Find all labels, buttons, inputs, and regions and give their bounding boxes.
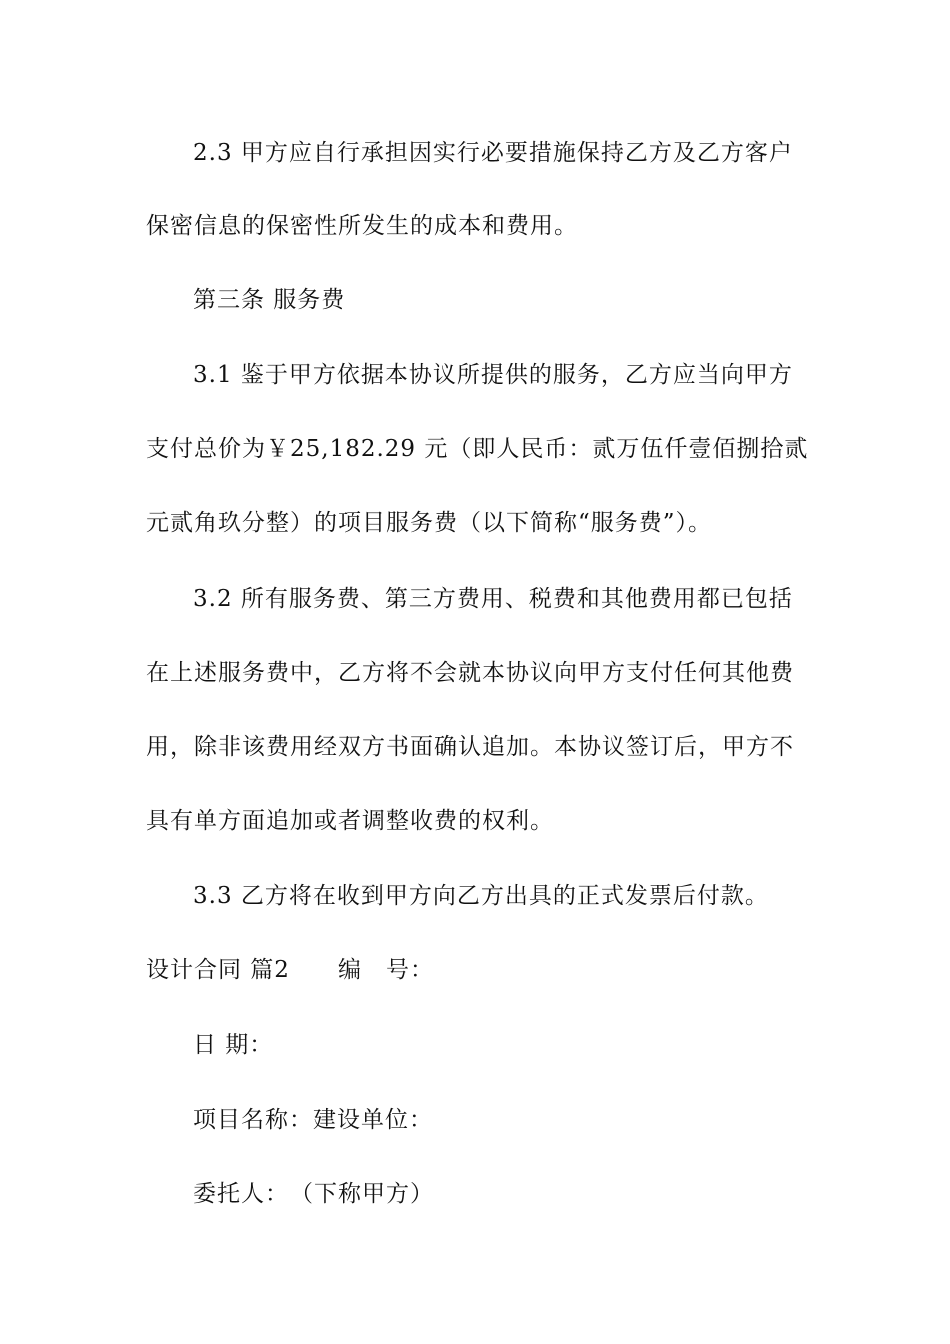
article-3-heading: 第三条 服务费 (193, 287, 346, 313)
clause-3-3-line-1: 3.3 乙方将在收到甲方向乙方出具的正式发票后付款。 (193, 883, 769, 909)
clause-3-2-line-4: 具有单方面追加或者调整收费的权利。 (146, 808, 554, 834)
clause-2-3-line-1: 2.3 甲方应自行承担因实行必要措施保持乙方及乙方客户 (193, 140, 793, 166)
date-line: 日 期： (193, 1032, 274, 1058)
clause-3-1-line-3: 元贰角玖分整）的项目服务费（以下简称“服务费”）。 (146, 510, 713, 536)
clause-3-2-line-1: 3.2 所有服务费、第三方费用、税费和其他费用都已包括 (193, 586, 793, 612)
clause-3-1-line-1: 3.1 鉴于甲方依据本协议所提供的服务，乙方应当向甲方 (193, 362, 793, 388)
project-name-line: 项目名称：建设单位： (193, 1107, 433, 1133)
contract-2-title-line: 设计合同 篇2 编 号： (146, 957, 434, 983)
clause-3-1-line-2: 支付总价为￥25,182.29 元（即人民币：贰万伍仟壹佰捌拾贰 (146, 436, 809, 462)
clause-2-3-line-2: 保密信息的保密性所发生的成本和费用。 (146, 213, 578, 239)
client-line: 委托人： （下称甲方） (193, 1181, 434, 1207)
clause-3-2-line-3: 用，除非该费用经双方书面确认追加。本协议签订后，甲方不 (146, 734, 794, 760)
clause-3-2-line-2: 在上述服务费中，乙方将不会就本协议向甲方支付任何其他费 (146, 660, 794, 686)
